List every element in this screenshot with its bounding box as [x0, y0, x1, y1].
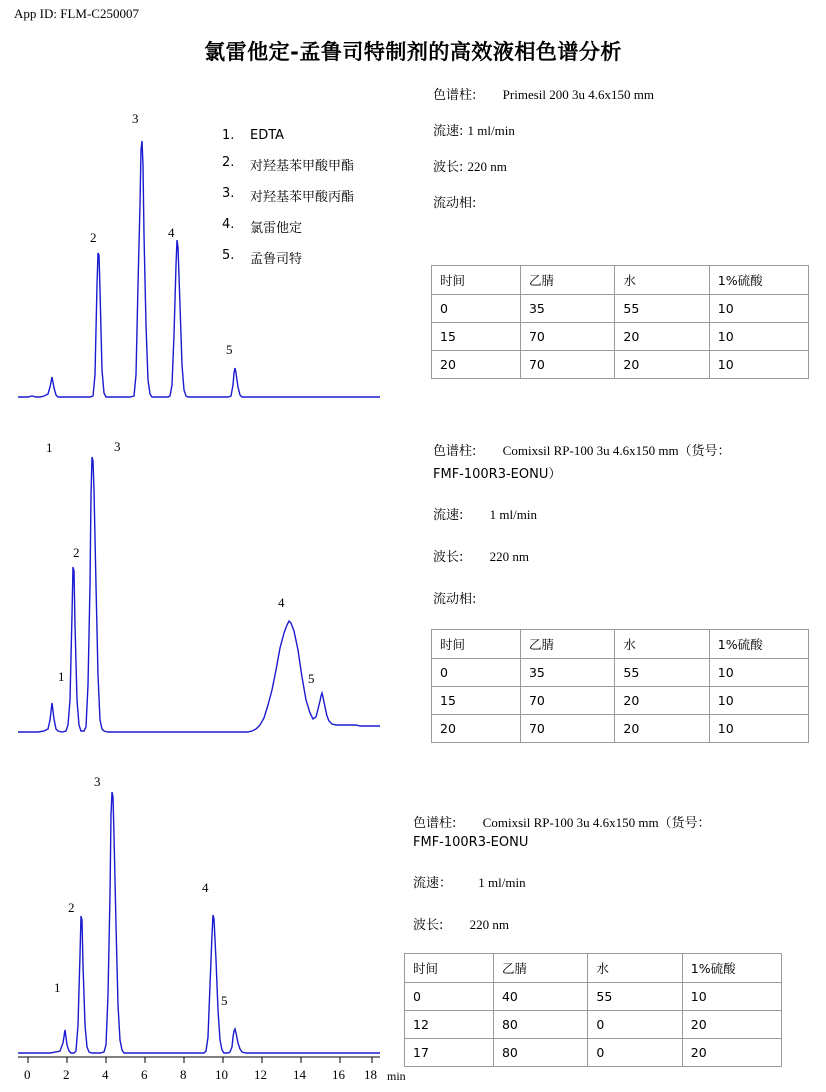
chromatogram-1 [10, 105, 390, 455]
column-value: Comixsil RP-100 3u 4.6x150 mm（货号： [502, 443, 731, 458]
col-header-time: 时间 [405, 954, 494, 983]
col-header-acn: 乙腈 [520, 630, 614, 659]
app-id-label: App ID: FLM-C250007 [14, 6, 139, 21]
x-tick-label: 18 [364, 1067, 377, 1082]
col-header-acid: 1%硫酸 [682, 954, 781, 983]
column-label: 色谱柱: [433, 88, 477, 103]
cell: 12 [405, 1011, 494, 1039]
col-header-time: 时间 [432, 266, 521, 295]
flow-line [413, 872, 711, 891]
wavelength-line [433, 156, 654, 175]
mobile-phase-table-3 [404, 953, 782, 1067]
cell: 10 [709, 323, 808, 351]
wavelength-value: 220 nm [469, 917, 510, 932]
column-label: 色谱柱: [433, 444, 477, 459]
cell: 70 [520, 687, 614, 715]
cell: 20 [615, 687, 709, 715]
x-tick-label: 16 [332, 1067, 345, 1082]
x-tick-label: 8 [180, 1067, 187, 1082]
cell: 0 [405, 983, 494, 1011]
legend-number: 4. [222, 217, 235, 232]
x-tick-label: 10 [215, 1067, 228, 1082]
chromatogram-1-plot [10, 105, 390, 410]
cell: 10 [682, 983, 781, 1011]
legend-label: 孟鲁司特 [250, 252, 303, 267]
column-line [433, 84, 654, 103]
table-header-row [432, 630, 809, 659]
cell: 70 [520, 715, 614, 743]
peak-number-2: 2 [90, 230, 97, 245]
wavelength-line [433, 546, 731, 565]
column-line [413, 812, 711, 831]
col-header-acid: 1%硫酸 [709, 630, 808, 659]
cell: 35 [520, 295, 614, 323]
flow-label: 流速: [433, 508, 464, 523]
cell: 55 [615, 295, 709, 323]
cell: 55 [615, 659, 709, 687]
cell: 80 [493, 1039, 587, 1067]
mobile-phase-table-2 [431, 629, 809, 743]
peak-number-4: 4 [278, 595, 285, 610]
legend-number: 1. [222, 128, 235, 143]
col-header-water: 水 [615, 630, 709, 659]
peak-number-4: 4 [168, 225, 175, 240]
peak-number-4: 4 [202, 880, 209, 895]
page-title: 氯雷他定-孟鲁司特制剂的高效液相色谱分析 [204, 40, 622, 64]
peak-number-5: 5 [308, 671, 315, 686]
legend-number: 2. [222, 155, 235, 170]
x-tick-label: 0 [24, 1067, 31, 1082]
table-row [405, 1039, 782, 1067]
chromatogram-3-plot [10, 775, 390, 1065]
cell: 20 [682, 1011, 781, 1039]
x-axis [10, 1055, 406, 1085]
cell: 0 [588, 1039, 682, 1067]
chromatogram-2 [10, 435, 390, 745]
wavelength-line [413, 914, 711, 933]
cell: 80 [493, 1011, 587, 1039]
flow-label: 流速： [413, 876, 453, 891]
column-value-cont: FMF-100R3-EONU） [433, 467, 562, 482]
wavelength-label: 波长: [433, 550, 464, 565]
wavelength-value: 220 nm [489, 549, 530, 564]
table-row [432, 659, 809, 687]
table-row [405, 983, 782, 1011]
cell: 0 [432, 659, 521, 687]
cell: 20 [615, 323, 709, 351]
mobile-phase-table-1 [431, 265, 809, 379]
peak-number-5: 5 [226, 342, 233, 357]
cell: 10 [709, 715, 808, 743]
table-row [432, 351, 809, 379]
column-value-cont: FMF-100R3-EONU [413, 835, 529, 850]
cell: 15 [432, 687, 521, 715]
peak-number-3: 3 [132, 111, 139, 126]
col-header-acn: 乙腈 [520, 266, 614, 295]
cell: 20 [432, 715, 521, 743]
table-row [432, 715, 809, 743]
column-value: Primesil 200 3u 4.6x150 mm [502, 87, 654, 102]
method-info-block-1 [433, 84, 654, 228]
peak-number-1: 1 [58, 669, 65, 684]
cell: 20 [615, 351, 709, 379]
cell: 55 [588, 983, 682, 1011]
col-header-water: 水 [588, 954, 682, 983]
column-label: 色谱柱: [413, 816, 457, 831]
col-header-acn: 乙腈 [493, 954, 587, 983]
peak-number-1: 1 [54, 980, 61, 995]
flow-label: 流速: [433, 124, 464, 139]
cell: 0 [432, 295, 521, 323]
method-info-block-2 [433, 440, 731, 624]
peak-number-2: 2 [68, 900, 75, 915]
legend-label: EDTA [250, 128, 285, 143]
x-axis-unit: min [387, 1069, 406, 1083]
col-header-acid: 1%硫酸 [709, 266, 808, 295]
cell: 20 [615, 715, 709, 743]
peak-number-2: 2 [73, 545, 80, 560]
cell: 10 [709, 295, 808, 323]
flow-value: 1 ml/min [467, 123, 515, 138]
peak-number-3: 3 [114, 439, 121, 454]
peak-number-5: 5 [221, 993, 228, 1008]
legend-label: 氯雷他定 [250, 221, 303, 236]
table-row [405, 1011, 782, 1039]
cell: 0 [588, 1011, 682, 1039]
peak-number-3: 3 [94, 774, 101, 789]
legend-number: 5. [222, 248, 235, 263]
flow-line [433, 120, 654, 139]
method-info-block-3 [413, 812, 711, 950]
table-row [432, 687, 809, 715]
x-tick-label: 14 [293, 1067, 306, 1082]
wavelength-value: 220 nm [467, 159, 507, 174]
x-tick-label: 6 [141, 1067, 148, 1082]
cell: 15 [432, 323, 521, 351]
cell: 20 [682, 1039, 781, 1067]
cell: 10 [709, 351, 808, 379]
wavelength-label: 波长: [413, 918, 444, 933]
x-tick-label: 4 [102, 1067, 109, 1082]
table-header-row [405, 954, 782, 983]
flow-value: 1 ml/min [478, 875, 526, 890]
col-header-time: 时间 [432, 630, 521, 659]
legend-label: 对羟基苯甲酸丙酯 [250, 190, 355, 205]
cell: 20 [432, 351, 521, 379]
table-row [432, 323, 809, 351]
chromatogram-2-plot [10, 435, 390, 745]
table-header-row [432, 266, 809, 295]
chromatogram-3 [10, 775, 390, 1065]
table-row [432, 295, 809, 323]
mobile-phase-label: 流动相: [433, 592, 477, 607]
cell: 70 [520, 323, 614, 351]
cell: 35 [520, 659, 614, 687]
flow-value: 1 ml/min [489, 507, 537, 522]
legend-label: 对羟基苯甲酸甲酯 [250, 159, 355, 174]
col-header-water: 水 [615, 266, 709, 295]
cell: 70 [520, 351, 614, 379]
cell: 10 [709, 687, 808, 715]
peak-number-1: 1 [46, 440, 53, 455]
column-line [433, 440, 731, 459]
column-value: Comixsil RP-100 3u 4.6x150 mm（货号： [482, 815, 711, 830]
mobile-phase-label: 流动相: [433, 196, 477, 211]
flow-line [433, 504, 731, 523]
legend-number: 3. [222, 186, 235, 201]
cell: 10 [709, 659, 808, 687]
x-tick-label: 12 [254, 1067, 267, 1082]
wavelength-label: 波长: [433, 160, 464, 175]
cell: 17 [405, 1039, 494, 1067]
cell: 40 [493, 983, 587, 1011]
x-tick-label: 2 [63, 1067, 70, 1082]
